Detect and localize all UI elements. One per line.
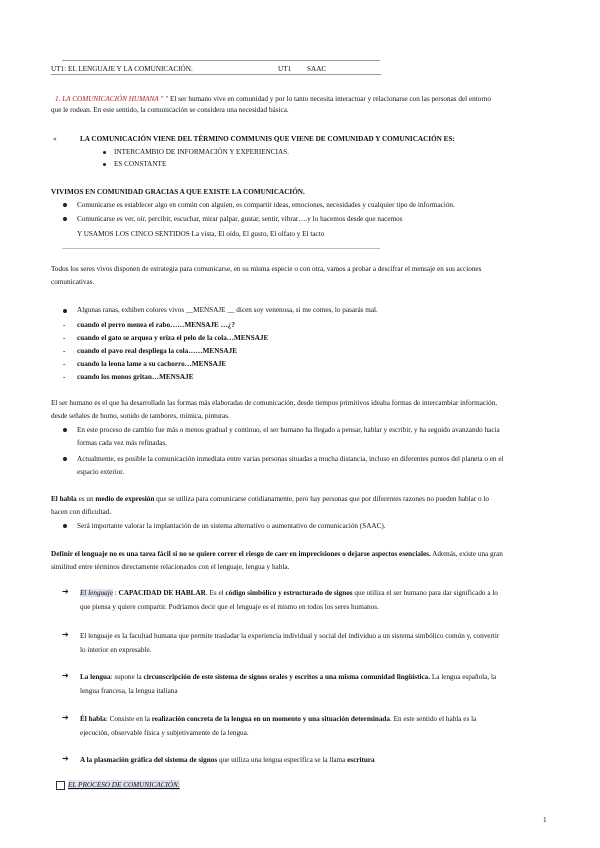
historia-bullet-2b: espacio exterior. xyxy=(77,468,125,476)
page-number: 1 xyxy=(543,816,547,824)
seres-line-2: comunicativas. xyxy=(51,278,95,286)
lenguaje-capacidad: CAPACIDAD DE HABLAR xyxy=(118,589,206,597)
facultad-line-1: El lenguaje es la facultad humana que permite trasladar la experiencia individual y social del individuo a un sistema simbólico común y, convertir xyxy=(80,632,500,640)
escritura-text: que utiliza una lengua específica se la llama xyxy=(217,756,348,764)
dash-icon: - xyxy=(63,373,66,381)
checkbox-icon xyxy=(56,781,65,790)
dash-icon: - xyxy=(63,347,66,355)
escritura-line xyxy=(80,755,375,765)
section-title: 1. LA COMUNICACIÓN HUMANA " " xyxy=(55,95,169,103)
arrow-right-icon: ➔ xyxy=(62,587,69,596)
mensaje-item: cuando el pavo real despliega la cola……MENSAJE xyxy=(77,347,237,355)
arrow-right-icon: ➔ xyxy=(62,754,69,763)
historia-bullet-2a: Actualmente, es posible la comunicación inmediata entre varias personas situadas a mucha distancia, incluso en diferentes puntos del planeta o en el xyxy=(77,455,504,463)
definir-line-2: similitud entre términos directamente relacionados con el lenguaje, lengua y habla. xyxy=(51,563,290,571)
arrow-right-icon: ➔ xyxy=(62,671,69,680)
dash-icon: - xyxy=(63,321,66,329)
header-title: UT1: EL LENGUAJE Y LA COMUNICACIÓN. xyxy=(51,65,193,73)
seres-line-1: Todos los seres vivos disponen de estrategia para comunicarse, en su misma especie o con otra, vamos a probar a descifrar el mensaje en sus acciones xyxy=(51,265,482,273)
bullet-icon xyxy=(63,203,67,207)
header-top-rule xyxy=(62,60,380,61)
definir-line-1 xyxy=(51,549,503,559)
vivimos-item-2b: Y USAMOS LOS CINCO SENTIDOS La vista, El oído, El gusto, El olfato y El tacto xyxy=(77,230,325,238)
header-unit: UT1 xyxy=(278,65,292,73)
elhabla-def: realización concreta de la lengua en un momento y una situación determinada xyxy=(151,715,391,723)
dash-icon: - xyxy=(63,334,66,342)
elhabla-term: Él habla xyxy=(80,715,106,723)
mensaje-item: cuando los monos gritan…MENSAJE xyxy=(77,373,194,381)
habla-line-1 xyxy=(51,494,489,504)
saac-item: Será importante valorar la implantación de un sistema alternativo o aumentativo de comunicación (SAAC). xyxy=(77,522,386,530)
lenguaje-text: . Es el xyxy=(205,589,226,597)
bullet-icon xyxy=(63,217,67,221)
lengua-text: : supone la xyxy=(110,673,144,681)
lenguaje-sep: : xyxy=(112,589,119,597)
habla-term: El habla xyxy=(51,495,77,503)
bullet-icon xyxy=(103,151,106,154)
intro-text-1: El ser humano vive en comunidad y por lo tanto necesita interactuar y relacionarse con las personas del entorno xyxy=(168,95,491,103)
habla-medio: medio de expresión xyxy=(95,495,155,503)
lengua-line-2: lengua francesa, la lengua italiana xyxy=(80,687,178,695)
dash-icon: - xyxy=(63,360,66,368)
habla-text: es un xyxy=(76,495,96,503)
lenguaje-term: El lenguaje xyxy=(80,589,113,597)
lengua-term: La lengua xyxy=(80,673,111,681)
lenguaje-line-1 xyxy=(80,588,498,598)
communis-marker: « xyxy=(53,135,57,143)
mensaje-item: cuando la leona lame a su cachorro…MENSAJE xyxy=(77,360,227,368)
habla-line-2: hacen con dificultad. xyxy=(51,508,112,516)
lengua-line-1 xyxy=(80,672,496,682)
ranas-item: Algunas ranas, exhiben colores vivos __MENSAJE __ dicen soy venenosa, si me comes, lo pasarás mal. xyxy=(77,306,378,314)
bullet-icon xyxy=(63,428,67,432)
section-divider xyxy=(62,248,380,249)
mensaje-item: cuando el gato se arquea y eriza el pelo de la cola…MENSAJE xyxy=(77,334,269,342)
historia-line-2: desde señales de humo, sonido de tambores, mímica, pinturas. xyxy=(51,412,230,420)
bullet-icon xyxy=(63,524,67,528)
elhabla-line-1 xyxy=(80,714,476,724)
arrow-right-icon: ➔ xyxy=(62,630,69,639)
vivimos-item-1: Comunicarse es establecer algo en común con alguien, es compartir ideas, emociones, necesidades y cualquier tipo de información. xyxy=(77,201,455,209)
lenguaje-text-2: que utiliza el ser humano para dar significado a lo xyxy=(352,589,498,597)
lenguaje-codigo: código simbólico y estructurado de signos xyxy=(225,589,353,597)
elhabla-text-2: . En este sentido el habla es la xyxy=(390,715,477,723)
bullet-icon xyxy=(103,163,106,166)
communis-item-2: ES CONSTANTE xyxy=(114,160,167,168)
lenguaje-line-2: que piensa y quiere compartir. Podríamos decir que el lenguaje es el mismo en todos los seres humanos. xyxy=(80,603,379,611)
elhabla-text: : Consiste en la xyxy=(105,715,152,723)
header-bottom-rule xyxy=(51,74,381,75)
lengua-def: circunscripción de este sistema de signos orales y escritos a una misma comunidad lingüística. xyxy=(143,673,431,681)
bullet-icon xyxy=(63,309,67,313)
vivimos-item-2a: Comunicarse es ver, oír, percibir, escuchar, mirar palpar, gustar, sentir, vibrar….y lo hacemos desde que nacemos xyxy=(77,215,403,223)
communis-heading: LA COMUNICACIÓN VIENE DEL TÉRMINO COMMUNIS QUE VIENE DE COMUNIDAD Y COMUNICACIÓN ES: xyxy=(80,135,455,143)
escritura-bold: A la plasmación gráfica del sistema de signos xyxy=(80,756,218,764)
definir-text: Además, existe una gran xyxy=(430,550,503,558)
elhabla-line-2: ejecución, observable física y subjetivamente de la lengua. xyxy=(80,729,249,737)
section-intro-line-1 xyxy=(55,94,491,104)
communis-item-1: INTERCAMBIO DE INFORMACIÓN Y EXPERIENCIAS. xyxy=(114,148,289,156)
escritura-term: escritura xyxy=(347,756,375,764)
historia-bullet-1b: formas cada vez más refinadas. xyxy=(77,439,167,447)
intro-text-2: que le rodean. En este sentido, la comunicación se considera una necesidad básica. xyxy=(51,106,289,114)
bullet-icon xyxy=(63,457,67,461)
definir-bold: Definir el lenguaje no es una tarea fácil si no se quiere correr el riesgo de caer en imprecisiones o dejarse aspectos esenciales. xyxy=(51,550,431,558)
historia-line-1: El ser humano es el que ha desarrollado las formas más elaboradas de comunicación, desde tiempos primitivos ideaba formas de intercambiar información, xyxy=(51,399,498,407)
lengua-text-2: La lengua española, la xyxy=(430,673,497,681)
vivimos-heading: VIVIMOS EN COMUNIDAD GRACIAS A QUE EXISTE LA COMUNICACIÓN. xyxy=(51,188,305,196)
historia-bullet-1a: En este proceso de cambio fue más o menos gradual y continuo, el ser humano ha llegado a pensar, hablar y escribir, y ha seguido avanzando hacia xyxy=(77,426,500,434)
habla-text-2: que se utiliza para comunicarse cotidianamente, pero hay personas que por diferentes razones no pueden hablar o lo xyxy=(154,495,490,503)
arrow-right-icon: ➔ xyxy=(62,713,69,722)
header-subject: SAAC xyxy=(307,65,327,73)
proceso-title: EL PROCESO DE COMUNICACIÓN. xyxy=(68,781,180,789)
mensaje-item: cuando el perro menea el rabo……MENSAJE …¿? xyxy=(77,321,235,329)
facultad-line-2: lo interior en expresable. xyxy=(80,646,152,654)
